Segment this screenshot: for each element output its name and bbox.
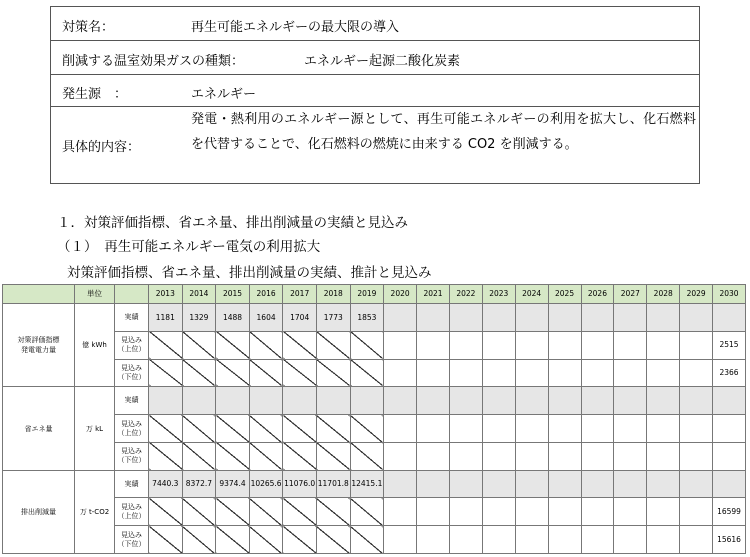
value-cell [182, 415, 216, 443]
value-cell [283, 526, 317, 554]
value-cell [614, 359, 647, 387]
year-header: 2015 [216, 285, 250, 304]
row-type-cell: 見込み （上位） [115, 498, 149, 526]
value-cell [449, 498, 482, 526]
value-cell [350, 498, 384, 526]
value-cell [417, 331, 450, 359]
value-cell [316, 387, 350, 415]
value-cell [647, 387, 680, 415]
value-cell [249, 415, 283, 443]
year-header: 2016 [249, 285, 283, 304]
value-cell [482, 415, 515, 443]
value-cell [316, 359, 350, 387]
value-cell [417, 304, 450, 332]
header-blank-cell [115, 285, 149, 304]
value-cell [149, 331, 183, 359]
value-cell [614, 415, 647, 443]
value-cell [482, 526, 515, 554]
value-cell [384, 470, 417, 498]
value-cell [614, 442, 647, 470]
value-cell [581, 470, 614, 498]
value-cell [316, 415, 350, 443]
value-cell [680, 359, 713, 387]
value-cell [581, 526, 614, 554]
row-type-cell: 見込み （下位） [115, 442, 149, 470]
value-cell [515, 526, 548, 554]
unit-cell: 万 t-CO2 [75, 470, 115, 553]
year-header: 2025 [548, 285, 581, 304]
value-cell [350, 359, 384, 387]
value-cell [249, 442, 283, 470]
value-cell [316, 526, 350, 554]
value-cell [647, 442, 680, 470]
value-cell: 16599 [713, 498, 746, 526]
value-cell [515, 304, 548, 332]
value-cell [680, 526, 713, 554]
value-cell [482, 442, 515, 470]
source-label: 発生源 ： [62, 87, 128, 102]
value-cell [350, 442, 384, 470]
value-cell: 11701.8 [316, 470, 350, 498]
value-cell [647, 526, 680, 554]
value-cell: 1488 [216, 304, 250, 332]
measure-name-value: 再生可能エネルギーの最大限の導入 [191, 20, 400, 35]
value-cell [149, 526, 183, 554]
value-cell [417, 415, 450, 443]
value-cell [614, 470, 647, 498]
value-cell [515, 387, 548, 415]
table-row [3, 415, 746, 443]
table-row [3, 470, 746, 498]
category-cell: 省エネ量 [3, 387, 75, 470]
year-header: 2030 [713, 285, 746, 304]
year-header: 2020 [384, 285, 417, 304]
value-cell [548, 498, 581, 526]
value-cell: 1329 [182, 304, 216, 332]
value-cell [614, 387, 647, 415]
unit-cell: 万 kL [75, 387, 115, 470]
value-cell [283, 442, 317, 470]
value-cell [216, 442, 250, 470]
value-cell [182, 498, 216, 526]
value-cell [384, 304, 417, 332]
value-cell [680, 470, 713, 498]
gas-type-value: エネルギー起源二酸化炭素 [304, 54, 461, 69]
value-cell [417, 498, 450, 526]
value-cell [581, 442, 614, 470]
value-cell [384, 359, 417, 387]
value-cell [316, 442, 350, 470]
value-cell [149, 442, 183, 470]
year-header: 2023 [482, 285, 515, 304]
value-cell: 2515 [713, 331, 746, 359]
value-cell [482, 304, 515, 332]
value-cell: 8372.7 [182, 470, 216, 498]
table-row [3, 442, 746, 470]
value-cell [449, 359, 482, 387]
value-cell [249, 387, 283, 415]
value-cell [581, 331, 614, 359]
value-cell [384, 331, 417, 359]
value-cell [647, 470, 680, 498]
value-cell [680, 498, 713, 526]
measure-name-row [51, 7, 699, 41]
value-cell [283, 387, 317, 415]
value-cell [515, 442, 548, 470]
row-type-cell: 見込み （上位） [115, 415, 149, 443]
year-header: 2028 [647, 285, 680, 304]
value-cell [449, 470, 482, 498]
value-cell [149, 498, 183, 526]
value-cell: 11076.0 [283, 470, 317, 498]
table-row [3, 359, 746, 387]
row-type-cell: 見込み （下位） [115, 359, 149, 387]
value-cell [149, 359, 183, 387]
unit-header: 単位 [75, 285, 115, 304]
gas-type-row [51, 41, 699, 75]
value-cell [482, 387, 515, 415]
value-cell [316, 331, 350, 359]
value-cell [614, 304, 647, 332]
value-cell: 1773 [316, 304, 350, 332]
year-header: 2027 [614, 285, 647, 304]
value-cell [482, 359, 515, 387]
value-cell [581, 387, 614, 415]
value-cell [647, 415, 680, 443]
value-cell: 2366 [713, 359, 746, 387]
year-header: 2018 [316, 285, 350, 304]
value-cell [350, 387, 384, 415]
value-cell [350, 331, 384, 359]
value-cell [417, 470, 450, 498]
value-cell [216, 415, 250, 443]
value-cell [384, 415, 417, 443]
detail-label: 具体的内容： [62, 140, 141, 155]
value-cell [482, 470, 515, 498]
value-cell [548, 304, 581, 332]
value-cell [713, 470, 746, 498]
table-header-row [3, 285, 746, 304]
value-cell [581, 304, 614, 332]
year-header: 2029 [680, 285, 713, 304]
table-row [3, 387, 746, 415]
value-cell [216, 331, 250, 359]
value-cell [713, 304, 746, 332]
row-type-cell: 実績 [115, 470, 149, 498]
category-cell: 排出削減量 [3, 470, 75, 553]
value-cell [614, 498, 647, 526]
value-cell [581, 498, 614, 526]
value-cell [647, 304, 680, 332]
value-cell [713, 442, 746, 470]
value-cell [384, 442, 417, 470]
section-heading-2: （１） 再生可能エネルギー電気の利用拡大 [57, 239, 321, 255]
value-cell [515, 498, 548, 526]
value-cell [515, 359, 548, 387]
year-header: 2013 [149, 285, 183, 304]
value-cell [680, 331, 713, 359]
value-cell: 1181 [149, 304, 183, 332]
table-row [3, 498, 746, 526]
value-cell [680, 415, 713, 443]
value-cell [283, 331, 317, 359]
value-cell [182, 526, 216, 554]
unit-cell: 億 kWh [75, 304, 115, 387]
gas-type-label: 削減する温室効果ガスの種類： [62, 54, 245, 69]
value-cell [548, 331, 581, 359]
value-cell [482, 498, 515, 526]
value-cell [581, 359, 614, 387]
value-cell [149, 415, 183, 443]
value-cell: 1853 [350, 304, 384, 332]
value-cell: 15616 [713, 526, 746, 554]
value-cell [350, 415, 384, 443]
measure-info-box [50, 6, 700, 184]
value-cell [384, 526, 417, 554]
year-header: 2021 [417, 285, 450, 304]
value-cell [680, 442, 713, 470]
year-header: 2017 [283, 285, 317, 304]
value-cell [515, 470, 548, 498]
row-type-cell: 見込み （下位） [115, 526, 149, 554]
value-cell [515, 415, 548, 443]
value-cell [449, 526, 482, 554]
value-cell [614, 526, 647, 554]
header-blank-cell [3, 285, 75, 304]
year-header: 2024 [515, 285, 548, 304]
value-cell: 12415.1 [350, 470, 384, 498]
value-cell [548, 526, 581, 554]
value-cell [216, 526, 250, 554]
value-cell [417, 387, 450, 415]
value-cell [548, 359, 581, 387]
section-heading-1: １．対策評価指標、省エネ量、排出削減量の実績と見込み [57, 215, 408, 231]
value-cell [449, 415, 482, 443]
category-cell: 対策評価指標 発電電力量 [3, 304, 75, 387]
value-cell [283, 359, 317, 387]
detail-row [51, 107, 699, 183]
row-type-cell: 実績 [115, 387, 149, 415]
indicator-table [2, 284, 746, 554]
value-cell [316, 498, 350, 526]
source-value: エネルギー [191, 87, 257, 102]
value-cell: 1704 [283, 304, 317, 332]
value-cell [182, 359, 216, 387]
value-cell [216, 359, 250, 387]
value-cell [482, 331, 515, 359]
value-cell [182, 442, 216, 470]
value-cell [283, 498, 317, 526]
value-cell [614, 331, 647, 359]
value-cell [548, 442, 581, 470]
value-cell [449, 442, 482, 470]
value-cell: 1604 [249, 304, 283, 332]
value-cell [249, 359, 283, 387]
value-cell [647, 359, 680, 387]
row-type-cell: 見込み （上位） [115, 331, 149, 359]
value-cell [384, 498, 417, 526]
value-cell [680, 387, 713, 415]
value-cell [417, 442, 450, 470]
value-cell [182, 387, 216, 415]
value-cell [283, 415, 317, 443]
table-caption: 対策評価指標、省エネ量、排出削減量の実績、推計と見込み [67, 265, 432, 281]
value-cell [548, 470, 581, 498]
value-cell [417, 359, 450, 387]
value-cell [548, 415, 581, 443]
value-cell [713, 387, 746, 415]
table-row [3, 331, 746, 359]
value-cell [713, 415, 746, 443]
value-cell [647, 331, 680, 359]
measure-name-label: 対策名： [62, 20, 115, 35]
value-cell: 7440.3 [149, 470, 183, 498]
year-header: 2026 [581, 285, 614, 304]
value-cell [384, 387, 417, 415]
table-row [3, 304, 746, 332]
value-cell [216, 498, 250, 526]
year-header: 2022 [449, 285, 482, 304]
row-type-cell: 実績 [115, 304, 149, 332]
value-cell [417, 526, 450, 554]
year-header: 2019 [350, 285, 384, 304]
value-cell [581, 415, 614, 443]
value-cell [449, 331, 482, 359]
year-header: 2014 [182, 285, 216, 304]
value-cell: 10265.6 [249, 470, 283, 498]
detail-text: 発電・熱利用のエネルギー源として、再生可能エネルギーの利用を拡大し、化石燃料を代替することで、化石燃料の燃焼に由来する CO2 を削減する。 [191, 112, 696, 152]
value-cell [350, 526, 384, 554]
value-cell [449, 387, 482, 415]
value-cell: 9374.4 [216, 470, 250, 498]
value-cell [249, 526, 283, 554]
source-row [51, 75, 699, 107]
value-cell [149, 387, 183, 415]
value-cell [216, 387, 250, 415]
value-cell [249, 331, 283, 359]
value-cell [647, 498, 680, 526]
value-cell [515, 331, 548, 359]
table-row [3, 526, 746, 554]
value-cell [680, 304, 713, 332]
value-cell [249, 498, 283, 526]
value-cell [548, 387, 581, 415]
value-cell [449, 304, 482, 332]
value-cell [182, 331, 216, 359]
